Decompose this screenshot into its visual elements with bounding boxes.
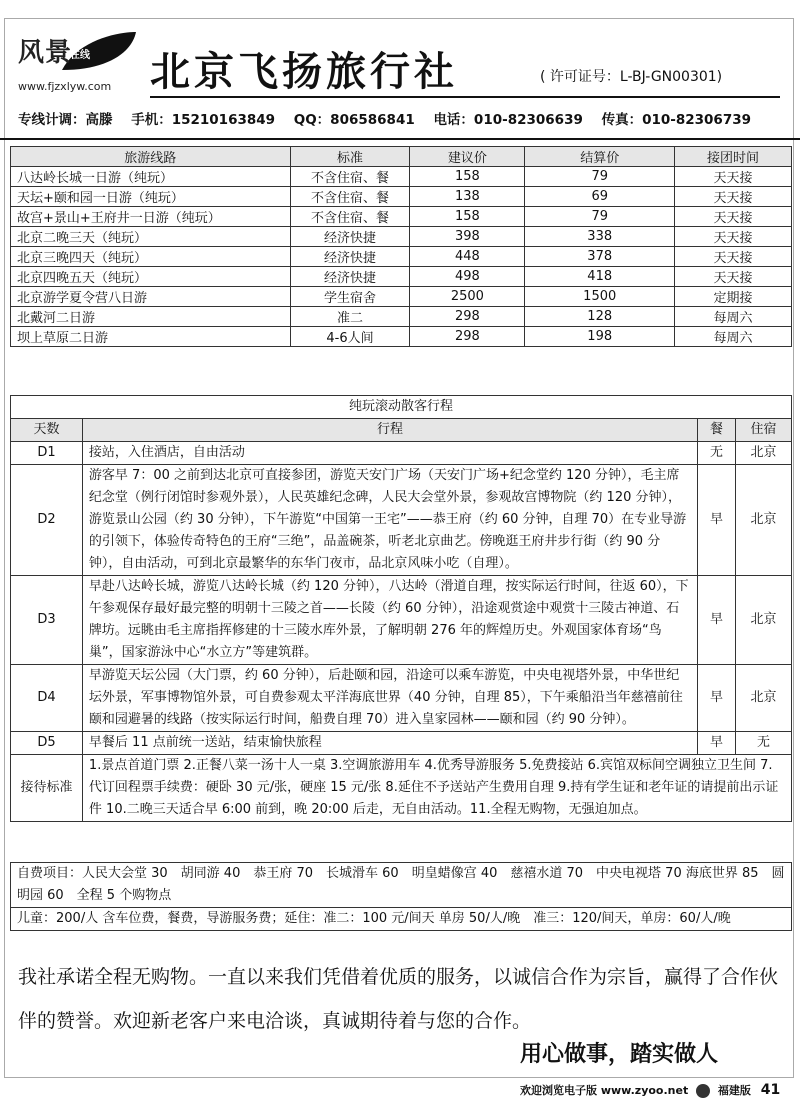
reception-standard-row xyxy=(11,755,792,822)
route-schedule: 每周六 xyxy=(675,307,792,327)
route-standard: 4-6人间 xyxy=(290,327,410,347)
route-suggested-price: 138 xyxy=(410,187,525,207)
itinerary-meal: 早 xyxy=(698,665,736,732)
column-header-route: 旅游线路 xyxy=(11,147,291,167)
route-name: 北京二晚三天（纯玩） xyxy=(11,227,291,247)
route-settlement-price: 79 xyxy=(525,167,675,187)
route-suggested-price: 298 xyxy=(410,307,525,327)
itinerary-text: 早游览天坛公园（大门票，约 60 分钟），后赴颐和园，沿途可以乘车游览，中央电视塔外景，中华世纪坛外景，军事博物馆外景，可自费参观太平洋海底世界（40 分钟，自理 85），下午乘船沿当年慈禧前往颐和园避暑的线路（按实际运行时间，船费自理 70）进入皇家园林——颐和园（约 90 分钟）。 xyxy=(82,665,697,732)
itinerary-day: D4 xyxy=(11,665,83,732)
route-schedule: 天天接 xyxy=(675,227,792,247)
route-standard: 不含住宿、餐 xyxy=(290,207,410,227)
itinerary-stay: 北京 xyxy=(736,465,792,576)
itinerary-row xyxy=(11,442,792,465)
table-row xyxy=(11,187,792,207)
reception-text: 1.景点首道门票 2.正餐八菜一汤十人一桌 3.空调旅游用车 4.优秀导游服务 5.免费接站 6.宾馆双标间空调独立卫生间 7.代订回程票手续费：硬卧 30 元/张，硬座 15 元/张 8.延住不予送站产生费用自理 9.持有学生证和老年证的请提前出示证件 10.二晚三天适合早 6:00 前到，晚 20:00 后走，无自由活动。11.全程无购物，无强迫加点。 xyxy=(82,755,791,822)
route-suggested-price: 158 xyxy=(410,167,525,187)
itinerary-stay: 北京 xyxy=(736,665,792,732)
route-name: 北京游学夏令营八日游 xyxy=(11,287,291,307)
extras-section xyxy=(10,862,792,931)
route-settlement-price: 128 xyxy=(525,307,675,327)
route-settlement-price: 378 xyxy=(525,247,675,267)
page-footer xyxy=(520,1082,780,1098)
route-schedule: 天天接 xyxy=(675,207,792,227)
logo-url[interactable]: www.fjzxlyw.com xyxy=(18,80,112,93)
route-schedule: 每周六 xyxy=(675,327,792,347)
route-suggested-price: 298 xyxy=(410,327,525,347)
page-number: 41 xyxy=(760,1082,781,1098)
route-suggested-price: 398 xyxy=(410,227,525,247)
route-settlement-price: 1500 xyxy=(525,287,675,307)
route-settlement-price: 79 xyxy=(525,207,675,227)
route-suggested-price: 498 xyxy=(410,267,525,287)
route-suggested-price: 2500 xyxy=(410,287,525,307)
itinerary-stay: 北京 xyxy=(736,442,792,465)
contact-line xyxy=(18,108,800,128)
itinerary-day: D2 xyxy=(11,465,83,576)
itinerary-text: 早赴八达岭长城，游览八达岭长城（约 120 分钟），八达岭（滑道自理，按实际运行时间，往返 60），下午参观保存最好最完整的明朝十三陵之首——长陵（约 60 分钟），沿途观赏途中观赏十三陵古神道、石牌坊。远眺由毛主席指挥修建的十三陵水库外景，了解明朝 276 年的辉煌历史。外观国家体育场“鸟巢”，国家游泳中心“水立方”等建筑群。 xyxy=(82,576,697,665)
route-settlement-price: 198 xyxy=(525,327,675,347)
table-row xyxy=(11,247,792,267)
company-slogan: 用心做事，踏实做人 xyxy=(520,1041,719,1067)
logo-text: 风景 xyxy=(18,38,73,68)
itinerary-stay: 无 xyxy=(736,732,792,755)
table-row xyxy=(11,207,792,227)
contact-phone[interactable]: 电话：010-82306639 xyxy=(433,112,583,128)
route-name: 北京三晚四天（纯玩） xyxy=(11,247,291,267)
route-schedule: 定期接 xyxy=(675,287,792,307)
route-name: 北戴河二日游 xyxy=(11,307,291,327)
route-standard: 经济快捷 xyxy=(290,247,410,267)
itinerary-title: 纯玩滚动散客行程 xyxy=(11,396,792,419)
column-header-schedule: 接团时间 xyxy=(675,147,792,167)
itinerary-day: D5 xyxy=(11,732,83,755)
table-row xyxy=(11,327,792,347)
route-settlement-price: 338 xyxy=(525,227,675,247)
footer-text[interactable]: 欢迎浏览电子版 www.zyoo.net xyxy=(520,1084,689,1097)
children-pricing: 儿童：200/人 含车位费，餐费，导游服务费；延住：准二：100 元/间天 单房 50/人/晚 准三：120/间天，单房：60/人/晚 xyxy=(11,907,791,930)
column-header-itinerary: 行程 xyxy=(82,419,697,442)
route-price-table xyxy=(10,146,792,347)
footer-logo-icon xyxy=(696,1084,710,1098)
column-header-settlement-price: 结算价 xyxy=(525,147,675,167)
route-schedule: 天天接 xyxy=(675,267,792,287)
company-name: 北京飞扬旅行社 xyxy=(150,48,458,95)
route-settlement-price: 69 xyxy=(525,187,675,207)
table-row xyxy=(11,287,792,307)
column-header-standard: 标准 xyxy=(290,147,410,167)
route-standard: 学生宿舍 xyxy=(290,287,410,307)
route-schedule: 天天接 xyxy=(675,167,792,187)
reception-label: 接待标准 xyxy=(11,755,83,822)
route-name: 八达岭长城一日游（纯玩） xyxy=(11,167,291,187)
itinerary-meal: 无 xyxy=(698,442,736,465)
itinerary-meal: 早 xyxy=(698,465,736,576)
footer-region: 福建版 xyxy=(717,1084,751,1097)
route-standard: 经济快捷 xyxy=(290,267,410,287)
contact-specialist: 专线计调：高滕 xyxy=(18,112,113,128)
column-header-stay: 住宿 xyxy=(736,419,792,442)
route-standard: 经济快捷 xyxy=(290,227,410,247)
table-row xyxy=(11,227,792,247)
route-standard: 准二 xyxy=(290,307,410,327)
contact-mobile[interactable]: 手机：15210163849 xyxy=(131,112,276,128)
license-number: ( 许可证号：L-BJ-GN00301) xyxy=(540,69,723,85)
route-name: 故宫+景山+王府井一日游（纯玩） xyxy=(11,207,291,227)
route-name: 坝上草原二日游 xyxy=(11,327,291,347)
itinerary-day: D3 xyxy=(11,576,83,665)
company-promise: 我社承诺全程无购物。一直以来我们凭借着优质的服务，以诚信合作为宗旨，赢得了合作伙伴的赞誉。欢迎新老客户来电洽谈，真诚期待着与您的合作。 xyxy=(18,966,779,1032)
contact-divider xyxy=(0,138,800,140)
table-row xyxy=(11,307,792,327)
route-suggested-price: 448 xyxy=(410,247,525,267)
table-header-row xyxy=(11,147,792,167)
table-header-row xyxy=(11,419,792,442)
route-standard: 不含住宿、餐 xyxy=(290,187,410,207)
header-divider xyxy=(150,96,780,98)
itinerary-text: 游客早 7：00 之前到达北京可直接参团，游览天安门广场（天安门广场+纪念堂约 120 分钟），毛主席纪念堂（例行闭馆时参观外景），人民英雄纪念碑，人民大会堂外景，参观故宫博物院（约 120 分钟），游览景山公园（约 30 分钟），下午游览“中国第一王宅”——恭王府（约 60 分钟，自理 70）在专业导游的引领下，体验传奇特色的王府“三绝”，品盖碗茶，听老北京曲艺。傍晚逛王府井步行街（约 90 分钟），自由活动，可到北京最繁华的东华门夜市，品北京风味小吃（自理）。 xyxy=(82,465,697,576)
itinerary-stay: 北京 xyxy=(736,576,792,665)
itinerary-text: 接站，入住酒店，自由活动 xyxy=(82,442,697,465)
route-standard: 不含住宿、餐 xyxy=(290,167,410,187)
contact-qq[interactable]: QQ：806586841 xyxy=(293,112,415,128)
itinerary-row xyxy=(11,465,792,576)
itinerary-row xyxy=(11,732,792,755)
itinerary-meal: 早 xyxy=(698,732,736,755)
contact-fax: 传真：010-82306739 xyxy=(601,112,752,128)
column-header-day: 天数 xyxy=(11,419,83,442)
logo-subtext: 在线 xyxy=(70,50,90,61)
itinerary-day: D1 xyxy=(11,442,83,465)
route-settlement-price: 418 xyxy=(525,267,675,287)
site-logo[interactable] xyxy=(18,28,138,98)
itinerary-row xyxy=(11,576,792,665)
route-schedule: 天天接 xyxy=(675,187,792,207)
route-name: 天坛+颐和园一日游（纯玩） xyxy=(11,187,291,207)
route-suggested-price: 158 xyxy=(410,207,525,227)
route-schedule: 天天接 xyxy=(675,247,792,267)
itinerary-text: 早餐后 11 点前统一送站，结束愉快旅程 xyxy=(82,732,697,755)
itinerary-meal: 早 xyxy=(698,576,736,665)
itinerary-table xyxy=(10,395,792,822)
table-row xyxy=(11,167,792,187)
table-row xyxy=(11,267,792,287)
route-name: 北京四晚五天（纯玩） xyxy=(11,267,291,287)
column-header-meal: 餐 xyxy=(698,419,736,442)
column-header-suggested-price: 建议价 xyxy=(410,147,525,167)
itinerary-row xyxy=(11,665,792,732)
self-pay-items: 自费项目：人民大会堂 30 胡同游 40 恭王府 70 长城滑车 60 明皇蜡像宫 40 慈禧水道 70 中央电视塔 70 海底世界 85 圆明园 60 全程 5 个购物点 xyxy=(11,862,791,907)
